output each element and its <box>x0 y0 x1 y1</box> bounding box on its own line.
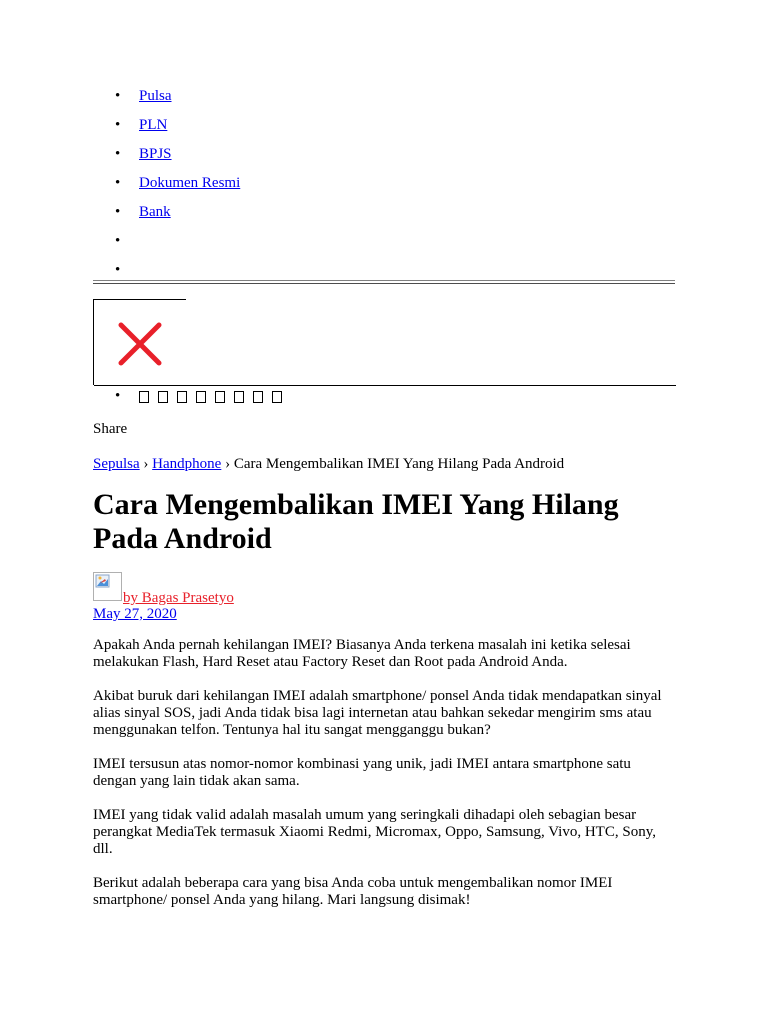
article-body <box>93 637 668 926</box>
broken-image-frame <box>93 299 684 385</box>
nav-item-pulsa <box>93 84 240 113</box>
share-icon-1[interactable] <box>139 391 149 403</box>
share-label: Share <box>93 421 128 437</box>
date-link[interactable]: May 27, 2020 <box>93 606 177 622</box>
nav-item-pln <box>93 113 240 142</box>
nav-item-empty-1 <box>93 229 240 258</box>
share-icon-5[interactable] <box>215 391 225 403</box>
article-paragraph: Apakah Anda pernah kehilangan IMEI? Biasanya Anda terkena masalah ini ketika selesai melakukan Flash, Hard Reset atau Factory Reset dan Root pada Android Anda. <box>93 637 631 670</box>
breadcrumb <box>93 454 564 474</box>
frame-line <box>94 299 186 300</box>
article-paragraph: Akibat buruk dari kehilangan IMEI adalah smartphone/ ponsel Anda tidak mendapatkan sinyal alias sinyal SOS, jadi Anda tidak bisa lagi internetan atau bahkan sekedar mengirim sms atau menggunakan telfon. Tentunya hal itu sangat mengganggu bukan? <box>93 688 662 738</box>
breadcrumb-category-link[interactable]: Handphone <box>152 456 222 472</box>
article-paragraph: IMEI tersusun atas nomor-nomor kombinasi yang unik, jadi IMEI antara smartphone satu dengan yang lain tidak akan sama. <box>93 756 631 789</box>
article-paragraph: IMEI yang tidak valid adalah masalah umum yang seringkali dihadapi oleh sebagian besar perangkat MediaTek termasuk Xiaomi Redmi, Micromax, Oppo, Samsung, Vivo, HTC, Sony, dll. <box>93 807 656 857</box>
nav-link-pln[interactable]: PLN <box>139 117 168 133</box>
share-icon-3[interactable] <box>177 391 187 403</box>
article-title: Cara Mengembalikan IMEI Yang Hilang Pada Android <box>93 488 619 555</box>
broken-image-x-icon <box>118 322 162 366</box>
nav-item-dokumen-resmi <box>93 171 240 200</box>
share-icon-7[interactable] <box>253 391 263 403</box>
breadcrumb-separator: › <box>139 456 153 472</box>
share-icon-4[interactable] <box>196 391 206 403</box>
divider <box>93 280 675 281</box>
share-icon-6[interactable] <box>234 391 244 403</box>
nav-item-bpjs <box>93 142 240 171</box>
nav-link-bank[interactable]: Bank <box>139 204 171 220</box>
share-icon-2[interactable] <box>158 391 168 403</box>
article-paragraph: Berikut adalah beberapa cara yang bisa Anda coba untuk mengembalikan nomor IMEI smartphone/ ponsel Anda yang hilang. Mari langsung disimak! <box>93 875 613 908</box>
share-icon-8[interactable] <box>272 391 282 403</box>
divider <box>93 283 675 284</box>
breadcrumb-separator: › <box>221 456 234 472</box>
author-link[interactable]: by Bagas Prasetyo <box>123 590 234 606</box>
breadcrumb-current: Cara Mengembalikan IMEI Yang Hilang Pada Android <box>233 456 565 472</box>
nav-link-dokumen-resmi[interactable]: Dokumen Resmi <box>139 175 241 191</box>
share-icons-row <box>93 384 291 408</box>
avatar[interactable] <box>93 572 122 601</box>
nav-link-pulsa[interactable]: Pulsa <box>139 88 172 104</box>
nav-item-bank <box>93 200 240 229</box>
nav-menu <box>93 84 240 287</box>
breadcrumb-home-link[interactable]: Sepulsa <box>93 456 140 472</box>
share-icon-list <box>93 384 291 408</box>
broken-image-icon <box>94 573 121 600</box>
nav-link-bpjs[interactable]: BPJS <box>139 146 172 162</box>
